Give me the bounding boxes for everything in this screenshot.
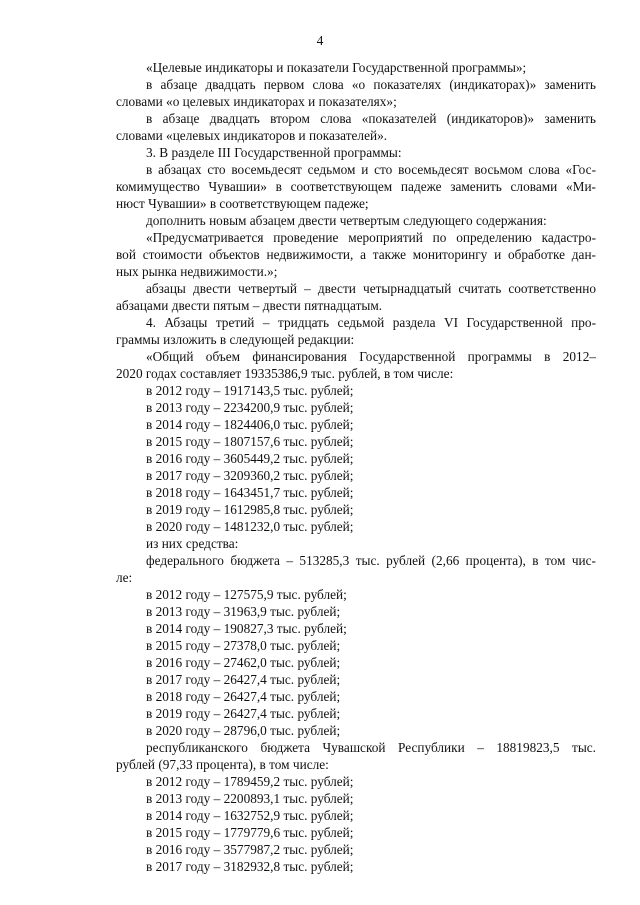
- text-line: федерального бюджета – 513285,3 тыс. рублей (2,66 процента), в том чис-: [146, 553, 596, 568]
- text-line: в 2016 году – 3605449,2 тыс. рублей;: [146, 451, 354, 466]
- text-line: в 2016 году – 27462,0 тыс. рублей;: [146, 655, 341, 670]
- text-line: в 2012 году – 1789459,2 тыс. рублей;: [146, 774, 354, 789]
- text-line: 3. В разделе III Государственной программы:: [146, 145, 402, 160]
- text-line: в 2017 году – 3182932,8 тыс. рублей;: [146, 859, 354, 874]
- text-line: в 2012 году – 127575,9 тыс. рублей;: [146, 587, 347, 602]
- text-line: в 2013 году – 2234200,9 тыс. рублей;: [146, 400, 354, 415]
- text-line: в 2013 году – 2200893,1 тыс. рублей;: [146, 791, 354, 806]
- text-line: словами «целевых индикаторов и показателей».: [116, 128, 388, 143]
- text-line: в абзаце двадцать втором слова «показателей (индикаторов)» заменить: [146, 111, 596, 126]
- text-line: в 2014 году – 190827,3 тыс. рублей;: [146, 621, 347, 636]
- text-line: нюст Чувашии» в соответствующем падеже;: [116, 196, 369, 211]
- text-line: в 2013 году – 31963,9 тыс. рублей;: [146, 604, 341, 619]
- text-line: вой стоимости объектов недвижимости, а также мониторингу и обработке дан-: [116, 247, 596, 262]
- text-line: в 2014 году – 1632752,9 тыс. рублей;: [146, 808, 354, 823]
- text-line: в 2020 году – 28796,0 тыс. рублей;: [146, 723, 341, 738]
- text-line: в 2020 году – 1481232,0 тыс. рублей;: [146, 519, 354, 534]
- text-line: «Предусматривается проведение мероприятий по определению кадастро-: [146, 230, 596, 245]
- text-line: ных рынка недвижимости.»;: [116, 264, 278, 279]
- text-line: из них средства:: [146, 536, 239, 551]
- text-line: в 2017 году – 3209360,2 тыс. рублей;: [146, 468, 354, 483]
- text-line: в 2015 году – 27378,0 тыс. рублей;: [146, 638, 341, 653]
- text-line: в 2016 году – 3577987,2 тыс. рублей;: [146, 842, 354, 857]
- text-line: абзацами двести пятым – двести пятнадцатым.: [116, 298, 383, 313]
- text-line: «Целевые индикаторы и показатели Государственной программы»;: [146, 60, 527, 75]
- text-line: 4. Абзацы третий – тридцать седьмой раздела VI Государственной про-: [146, 315, 596, 330]
- text-line: граммы изложить в следующей редакции:: [116, 332, 355, 347]
- text-line: ле:: [116, 570, 133, 585]
- text-line: в абзацах сто восемьдесят седьмом и сто восемьдесят восьмом слова «Гос-: [146, 162, 596, 177]
- text-line: в 2019 году – 1612985,8 тыс. рублей;: [146, 502, 354, 517]
- text-line: в 2018 году – 1643451,7 тыс. рублей;: [146, 485, 354, 500]
- text-line: в 2014 году – 1824406,0 тыс. рублей;: [146, 417, 354, 432]
- page-number: 4: [316, 33, 324, 48]
- text-line: «Общий объем финансирования Государственной программы в 2012–: [146, 349, 596, 364]
- text-line: дополнить новым абзацем двести четвертым следующего содержания:: [146, 213, 547, 228]
- text-line: в 2019 году – 26427,4 тыс. рублей;: [146, 706, 341, 721]
- text-line: в 2015 году – 1779779,6 тыс. рублей;: [146, 825, 354, 840]
- text-line: в 2012 году – 1917143,5 тыс. рублей;: [146, 383, 354, 398]
- text-line: рублей (97,33 процента), в том числе:: [116, 757, 329, 772]
- text-line: республиканского бюджета Чувашской Республики – 18819823,5 тыс.: [146, 740, 596, 755]
- text-line: в абзаце двадцать первом слова «о показателях (индикаторах)» заменить: [146, 77, 596, 92]
- text-line: абзацы двести четвертый – двести четырнадцатый считать соответственно: [146, 281, 596, 296]
- text-line: словами «о целевых индикаторах и показателях»;: [116, 94, 397, 109]
- text-line: в 2018 году – 26427,4 тыс. рублей;: [146, 689, 341, 704]
- text-line: в 2015 году – 1807157,6 тыс. рублей;: [146, 434, 354, 449]
- text-line: комимущество Чувашии» в соответствующем падеже заменить словами «Ми-: [116, 179, 596, 194]
- text-line: в 2017 году – 26427,4 тыс. рублей;: [146, 672, 341, 687]
- text-line: 2020 годах составляет 19335386,9 тыс. рублей, в том числе:: [116, 366, 454, 381]
